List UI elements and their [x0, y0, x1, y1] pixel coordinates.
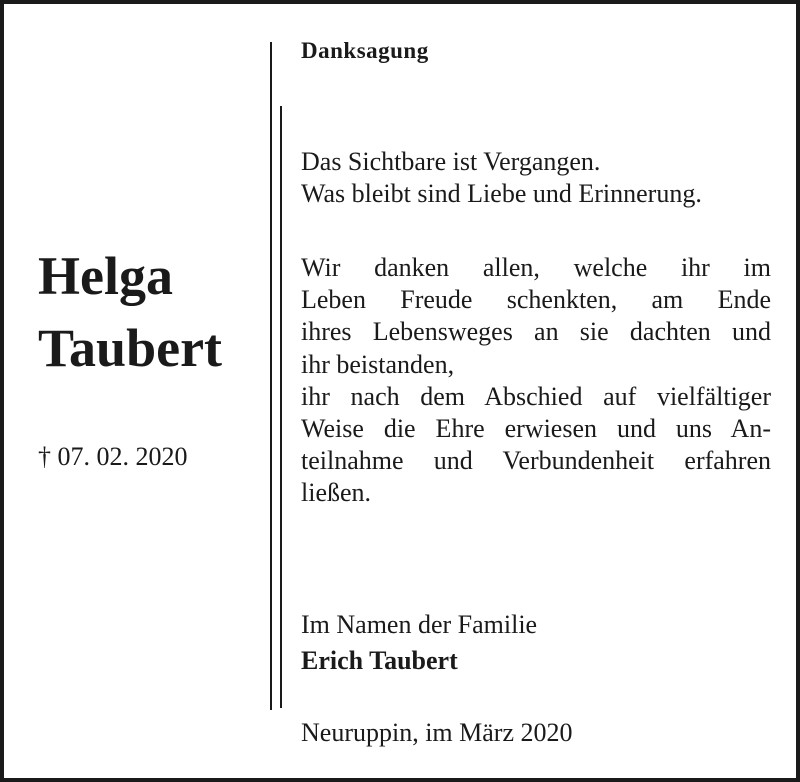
thanks-line: Weise die Ehre erwiesen und uns An- — [301, 414, 771, 444]
quote-line: Was bleibt sind Liebe und Erinnerung. — [301, 179, 702, 208]
thanks-line: Wir danken allen, welche ihr im — [301, 253, 771, 282]
thanks-line: ließen. — [301, 478, 372, 508]
quote-line: Das Sichtbare ist Vergangen. — [301, 147, 601, 176]
notice-heading: Danksagung — [301, 38, 429, 63]
vertical-divider-line-inner — [280, 106, 282, 708]
thanks-line: ihres Lebensweges an sie dachten und — [301, 317, 771, 347]
deceased-last-name: Taubert — [38, 318, 223, 378]
thanks-line: ihr beistanden, — [301, 349, 455, 379]
signature-intro: Im Namen der Familie — [301, 610, 538, 639]
thanks-line: Leben Freude schenkten, am Ende — [301, 285, 771, 315]
place-and-date: Neuruppin, im März 2020 — [301, 718, 573, 747]
thanks-paragraph — [301, 252, 771, 510]
signature-name: Erich Taubert — [301, 646, 458, 675]
thanks-line: ihr nach dem Abschied auf vielfältiger — [301, 381, 771, 411]
deceased-first-name: Helga — [38, 246, 173, 306]
quote-block — [301, 146, 775, 210]
death-date: † 07. 02. 2020 — [38, 442, 188, 471]
vertical-divider-line — [270, 42, 272, 710]
thanks-line: teilnahme und Verbundenheit erfahren — [301, 446, 771, 476]
